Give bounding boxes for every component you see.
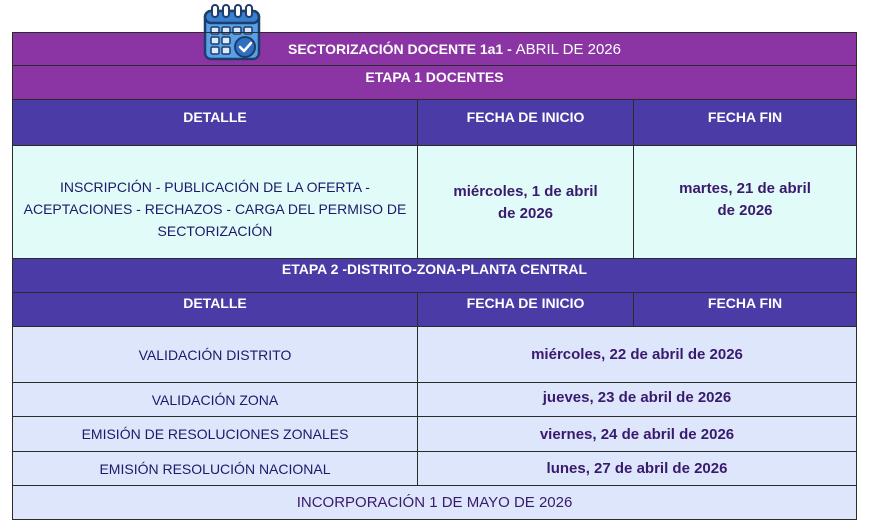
etapa1-fin-cell — [634, 146, 857, 259]
etapa1-header-inicio: FECHA DE INICIO — [418, 100, 634, 146]
calendar-check-icon — [202, 3, 262, 61]
etapa2-title: ETAPA 2 -DISTRITO-ZONA-PLANTA CENTRAL — [12, 259, 857, 293]
title-bold: SECTORIZACIÓN DOCENTE 1a1 - — [287, 41, 516, 57]
table-row-detalle: VALIDACIÓN ZONA — [12, 383, 418, 417]
incorporacion-row: INCORPORACIÓN 1 DE MAYO DE 2026 — [12, 486, 857, 520]
table-row-detalle: EMISIÓN RESOLUCIÓN NACIONAL — [12, 452, 418, 486]
etapa2-header-detalle: DETALLE — [12, 293, 418, 327]
title-normal: ABRIL DE 2026 — [515, 40, 621, 58]
etapa1-detalle-cell — [12, 146, 418, 259]
etapa1-detalle-line: SECTORIZACIÓN — [157, 223, 273, 239]
etapa1-detalle-line: ACEPTACIONES - RECHAZOS - CARGA DEL PERMISO DE — [23, 201, 407, 217]
table-row-fecha: lunes, 27 de abril de 2026 — [418, 452, 857, 486]
table-row-fecha: jueves, 23 de abril de 2026 — [418, 383, 857, 417]
etapa1-inicio-line: miércoles, 1 de abril — [453, 183, 598, 200]
etapa1-header-detalle: DETALLE — [12, 100, 418, 146]
etapa1-fin-line: de 2026 — [717, 202, 773, 219]
table-row-detalle: EMISIÓN DE RESOLUCIONES ZONALES — [12, 417, 418, 452]
etapa1-header-fin: FECHA FIN — [634, 100, 857, 146]
etapa2-header-fin: FECHA FIN — [634, 293, 857, 327]
table-row-fecha: viernes, 24 de abril de 2026 — [418, 417, 857, 452]
etapa1-fin-line: martes, 21 de abril — [679, 180, 811, 197]
title-bar — [12, 32, 857, 66]
etapa1-inicio-line: de 2026 — [497, 205, 554, 222]
etapa1-detalle-line: INSCRIPCIÓN - PUBLICACIÓN DE LA OFERTA - — [60, 179, 370, 195]
etapa2-header-inicio: FECHA DE INICIO — [418, 293, 634, 327]
etapa1-inicio-cell — [418, 146, 634, 259]
table-row-detalle: VALIDACIÓN DISTRITO — [12, 327, 418, 383]
etapa1-title: ETAPA 1 DOCENTES — [12, 66, 857, 100]
table-row-fecha: miércoles, 22 de abril de 2026 — [418, 327, 857, 383]
